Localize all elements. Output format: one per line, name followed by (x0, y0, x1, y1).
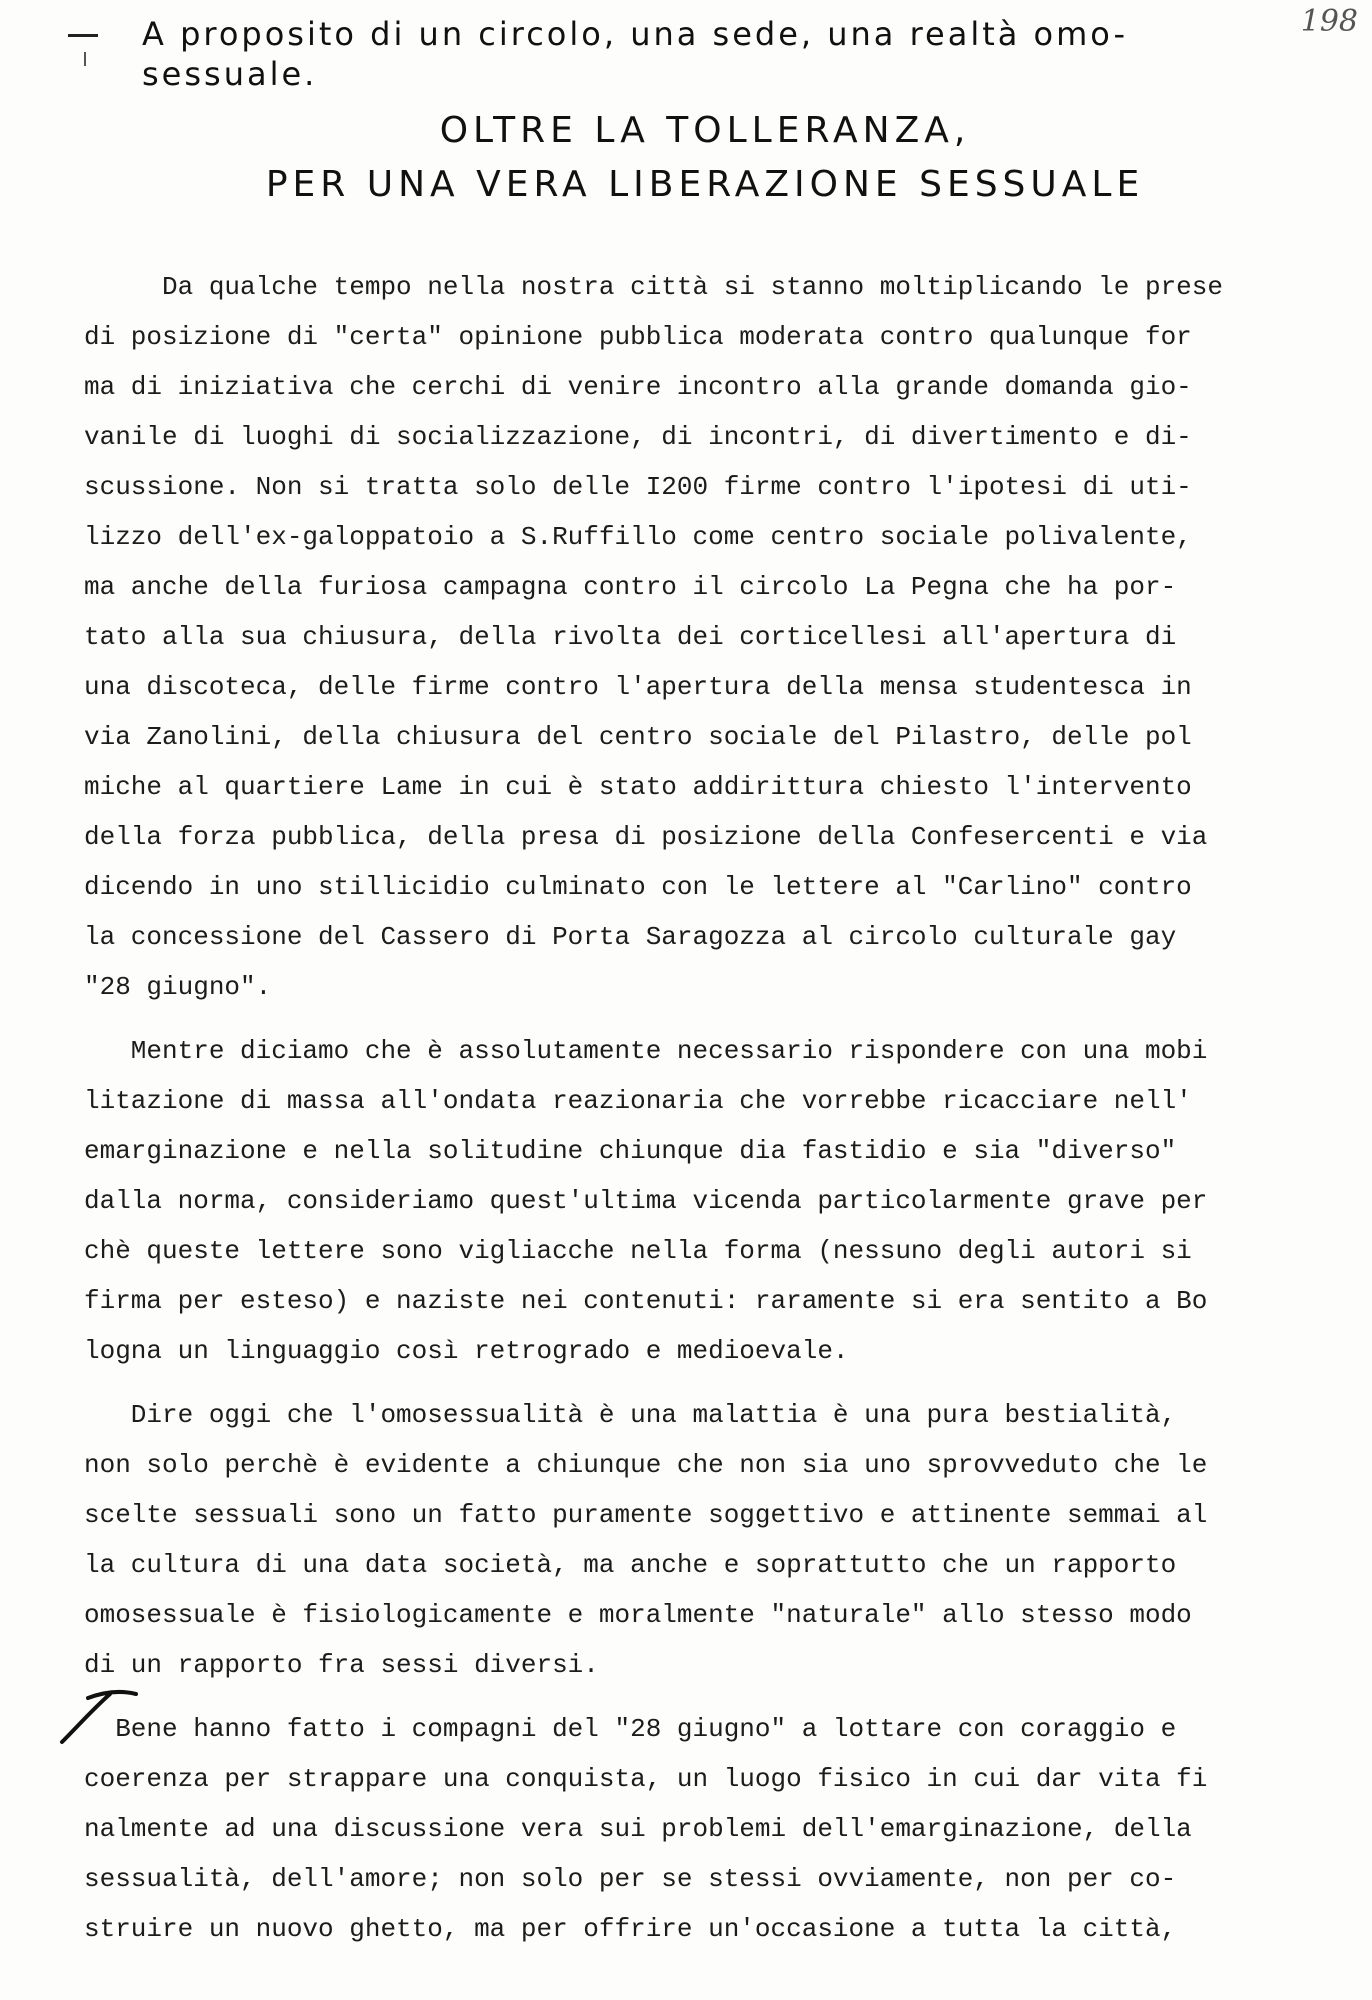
text-line: di posizione di "certa" opinione pubblica moderata contro qualunque for (84, 322, 1192, 352)
text-line: non solo perchè è evidente a chiunque che non sia uno sprovveduto che le (84, 1450, 1208, 1480)
text-line: vanile di luoghi di socializzazione, di incontri, di divertimento e di- (84, 422, 1192, 452)
text-line: chè queste lettere sono vigliacche nella forma (nessuno degli autori si (84, 1236, 1192, 1266)
text-line: Bene hanno fatto i compagni del "28 giugno" a lottare con coraggio e (84, 1714, 1177, 1744)
text-line: coerenza per strappare una conquista, un luogo fisico in cui dar vita fi (84, 1764, 1208, 1794)
paragraph-gap (84, 1012, 1372, 1026)
paragraph-gap (84, 1690, 1372, 1704)
text-line: scussione. Non si tratta solo delle I200 firme contro l'ipotesi di uti- (84, 472, 1192, 502)
paragraph-gap (84, 1376, 1372, 1390)
text-line: tato alla sua chiusura, della rivolta dei corticellesi all'apertura di (84, 622, 1177, 652)
page-number: 198 (1300, 4, 1358, 39)
text-line: dicendo in uno stillicidio culminato con le lettere al "Carlino" contro (84, 872, 1192, 902)
text-line: ma anche della furiosa campagna contro il circolo La Pegna che ha por- (84, 572, 1177, 602)
text-line: struire un nuovo ghetto, ma per offrire un'occasione a tutta la città, (84, 1914, 1177, 1944)
text-line: lizzo dell'ex-galoppatoio a S.Ruffillo come centro sociale polivalente, (84, 522, 1192, 552)
text-line: litazione di massa all'ondata reazionaria che vorrebbe ricacciare nell' (84, 1086, 1192, 1116)
paragraph (84, 262, 1372, 1012)
text-line: Da qualche tempo nella nostra città si stanno moltiplicando le prese (84, 272, 1223, 302)
text-line: omosessuale è fisiologicamente e moralmente "naturale" allo stesso modo (84, 1600, 1192, 1630)
document-body (84, 262, 1372, 1954)
title-line: OLTRE LA TOLLERANZA, (439, 110, 971, 151)
heading-line: sessuale. (142, 55, 318, 93)
text-line: dalla norma, consideriamo quest'ultima vicenda particolarmente grave per (84, 1186, 1208, 1216)
text-line: sessualità, dell'amore; non solo per se stessi ovviamente, non per co- (84, 1864, 1177, 1894)
paragraph (84, 1704, 1372, 1954)
text-line: una discoteca, delle firme contro l'apertura della mensa studentesca in (84, 672, 1192, 702)
text-line: la cultura di una data società, ma anche e soprattutto che un rapporto (84, 1550, 1177, 1580)
paragraph (84, 1026, 1372, 1376)
text-line: miche al quartiere Lame in cui è stato addirittura chiesto l'intervento (84, 772, 1192, 802)
text-line: firma per esteso) e naziste nei contenuti: raramente si era sentito a Bo (84, 1286, 1208, 1316)
paragraph (84, 1390, 1372, 1690)
text-line: Mentre diciamo che è assolutamente necessario rispondere con una mobi (84, 1036, 1208, 1066)
document-title (180, 104, 1230, 212)
text-line: della forza pubblica, della presa di posizione della Confesercenti e via (84, 822, 1208, 852)
text-line: scelte sessuali sono un fatto puramente soggettivo e attinente semmai al (84, 1500, 1208, 1530)
margin-dash-mark (68, 34, 98, 37)
text-line: nalmente ad una discussione vera sui problemi dell'emarginazione, della (84, 1814, 1192, 1844)
text-line: la concessione del Cassero di Porta Saragozza al circolo culturale gay (84, 922, 1177, 952)
text-line: ma di iniziativa che cerchi di venire incontro alla grande domanda gio- (84, 372, 1192, 402)
document-heading (142, 14, 1342, 94)
heading-line: A proposito di un circolo, una sede, una realtà omo- (142, 15, 1129, 53)
text-line: "28 giugno". (84, 972, 272, 1002)
text-line: emarginazione e nella solitudine chiunque dia fastidio e sia "diverso" (84, 1136, 1177, 1166)
text-line: Dire oggi che l'omosessualità è una malattia è una pura bestialità, (84, 1400, 1177, 1430)
margin-tick-mark (84, 52, 86, 66)
text-line: di un rapporto fra sessi diversi. (84, 1650, 599, 1680)
text-line: logna un linguaggio così retrogrado e medioevale. (84, 1336, 849, 1366)
text-line: via Zanolini, della chiusura del centro sociale del Pilastro, delle pol (84, 722, 1192, 752)
title-line: PER UNA VERA LIBERAZIONE SESSUALE (265, 164, 1145, 205)
